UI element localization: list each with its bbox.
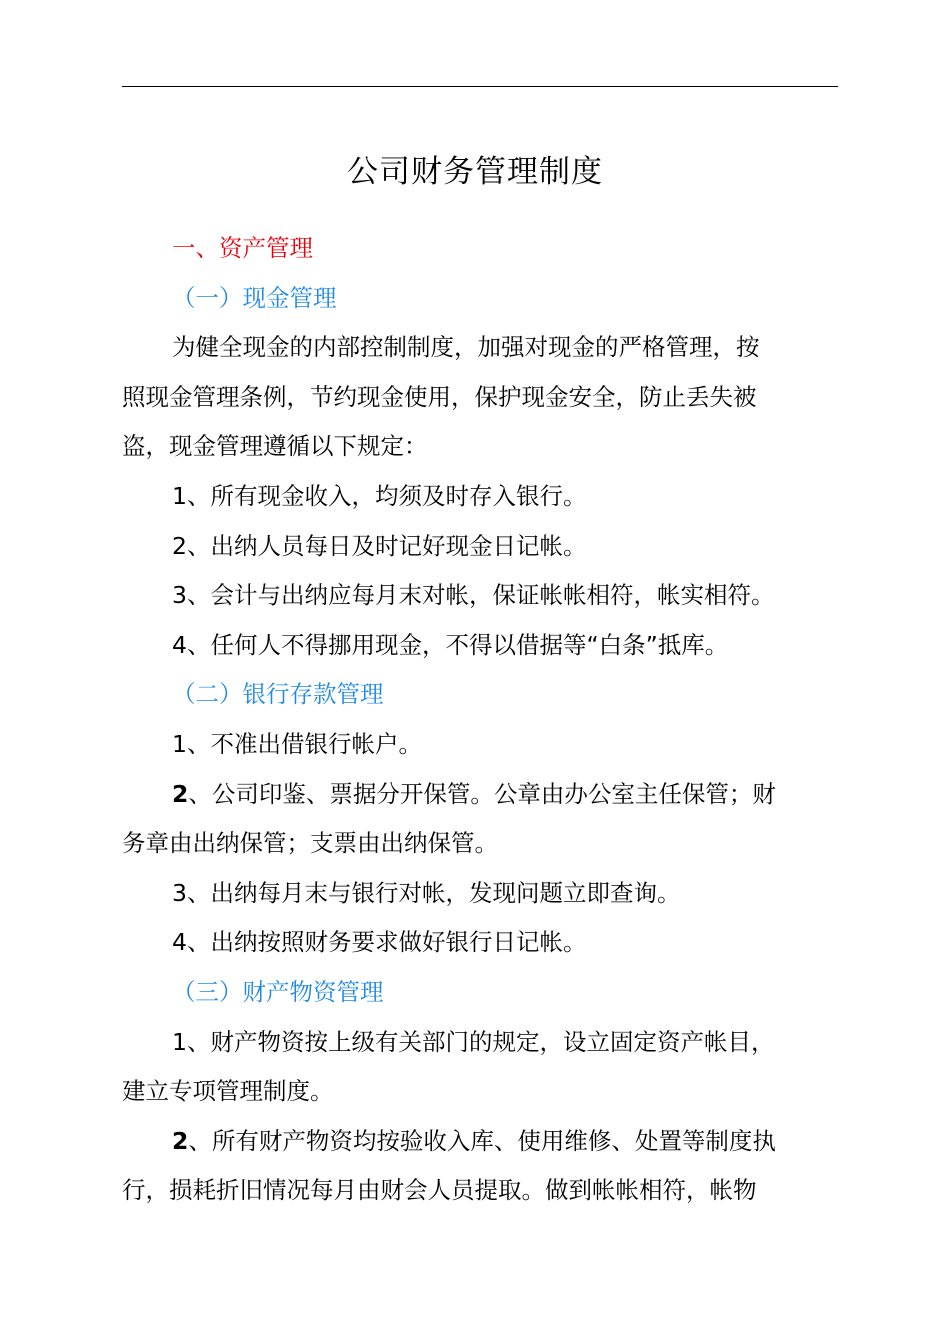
bank-item-3: 3、出纳每月末与银行对帐，发现问题立即查询。 bbox=[172, 878, 681, 907]
bank-item-2-line-2: 务章由出纳保管；支票由出纳保管。 bbox=[122, 829, 498, 858]
cash-item-3: 3、会计与出纳应每月末对帐，保证帐帐相符，帐实相符。 bbox=[172, 581, 775, 610]
subsection-heading-property: （三）财产物资管理 bbox=[172, 977, 384, 1006]
cash-item-2: 2、出纳人员每日及时记好现金日记帐。 bbox=[172, 531, 587, 560]
header-rule bbox=[122, 86, 838, 87]
property-item-1-line-2: 建立专项管理制度。 bbox=[122, 1077, 334, 1106]
bank-item-4: 4、出纳按照财务要求做好银行日记帐。 bbox=[172, 928, 587, 957]
bank-item-1: 1、不准出借银行帐户。 bbox=[172, 729, 422, 758]
bank-item-2-number: 2 bbox=[172, 779, 189, 808]
property-item-2-line-2: 行，损耗折旧情况每月由财会人员提取。做到帐帐相符，帐物 bbox=[122, 1176, 757, 1205]
property-item-2-number: 2 bbox=[172, 1126, 189, 1155]
subsection-heading-cash: （一）现金管理 bbox=[172, 283, 337, 312]
cash-item-4: 4、任何人不得挪用现金，不得以借据等“白条”抵库。 bbox=[172, 630, 729, 659]
cash-intro-line-3: 盗，现金管理遵循以下规定： bbox=[122, 432, 428, 461]
bank-item-2-line-1 bbox=[122, 770, 838, 820]
cash-item-1: 1、所有现金收入，均须及时存入银行。 bbox=[172, 481, 587, 510]
property-item-2-line-1 bbox=[122, 1117, 838, 1167]
property-item-2-text: 、所有财产物资均按验收入库、使用维修、处置等制度执 bbox=[188, 1126, 776, 1155]
document-title: 公司财务管理制度 bbox=[347, 154, 603, 190]
cash-intro-line-2: 照现金管理条例，节约现金使用，保护现金安全，防止丢失被 bbox=[122, 382, 757, 411]
property-item-1-line-1: 1、财产物资按上级有关部门的规定，设立固定资产帐目， bbox=[172, 1027, 775, 1056]
document-body bbox=[122, 224, 838, 1216]
bank-item-2-text: 、公司印鉴、票据分开保管。公章由办公室主任保管；财 bbox=[188, 779, 776, 808]
section-heading-asset-management: 一、资产管理 bbox=[172, 234, 313, 262]
cash-intro-line-1: 为健全现金的内部控制制度，加强对现金的严格管理，按 bbox=[172, 333, 760, 362]
subsection-heading-bank: （二）银行存款管理 bbox=[172, 680, 384, 709]
